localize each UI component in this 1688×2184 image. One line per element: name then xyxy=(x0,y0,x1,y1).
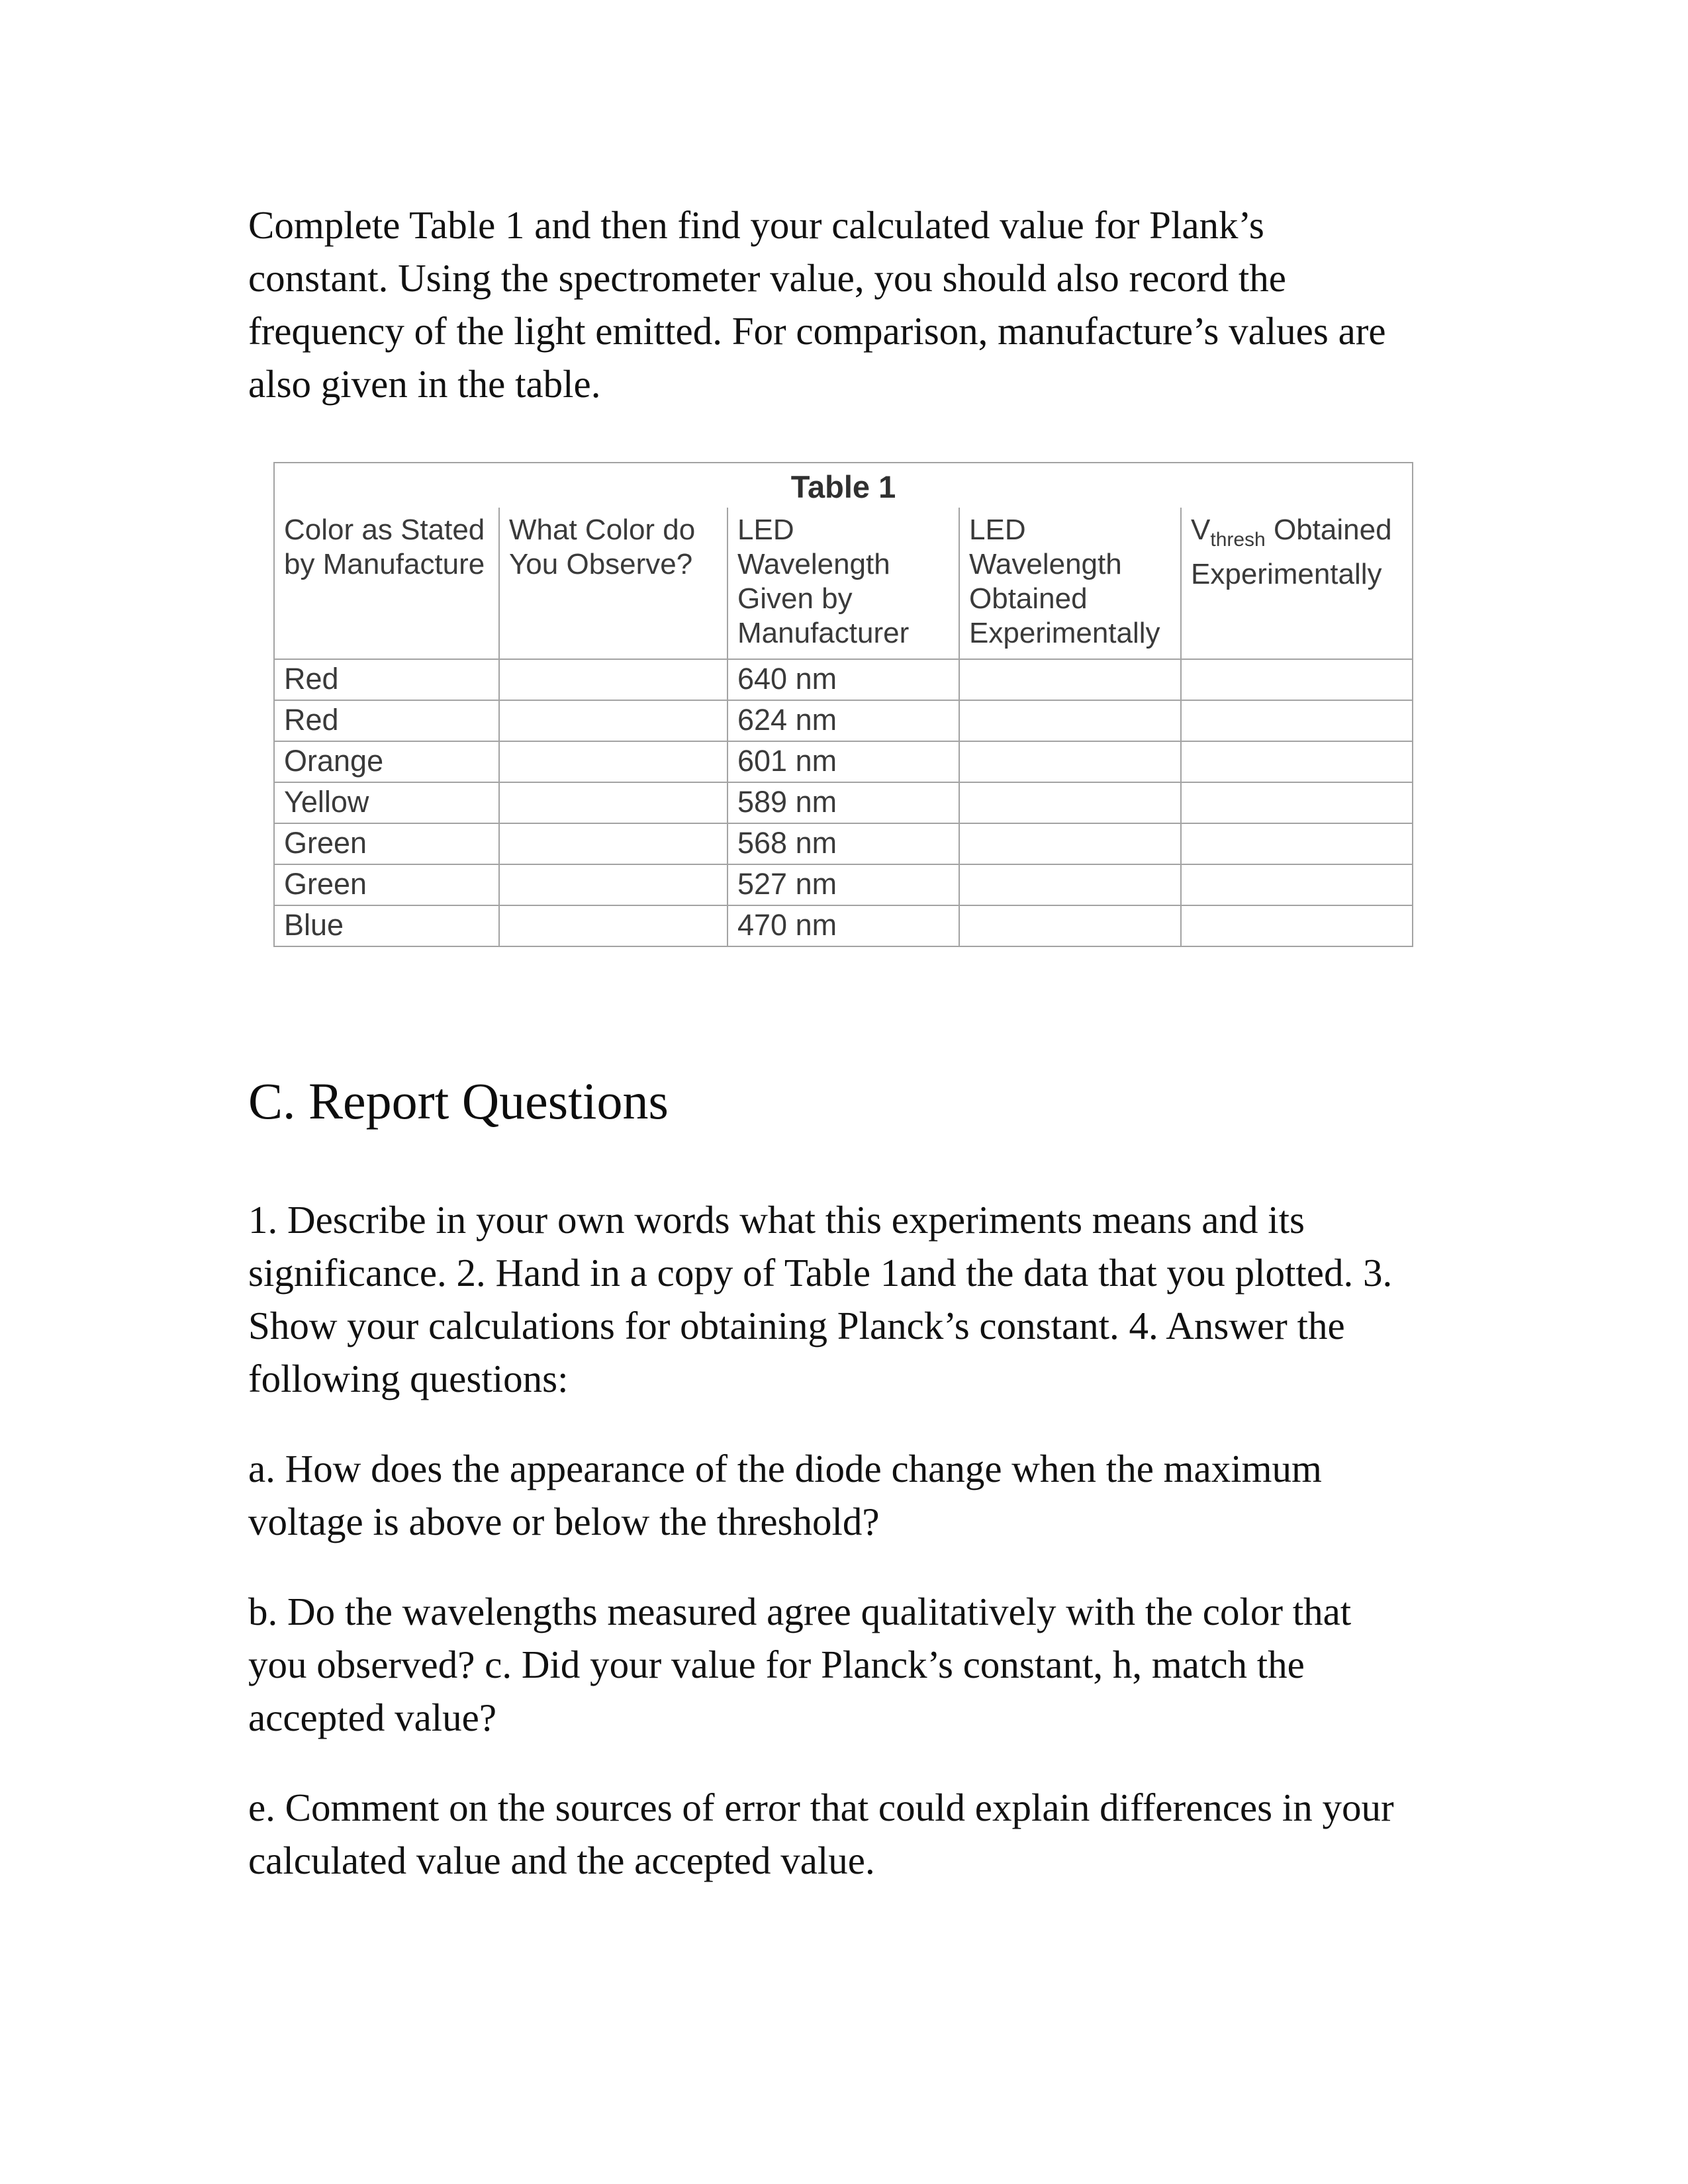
cell-wavelength-obtained xyxy=(959,741,1181,782)
column-header-vthresh xyxy=(1181,508,1413,659)
question-e-paragraph: e. Comment on the sources of error that could explain differences in your calculated value and the accepted value. xyxy=(248,1785,1394,1882)
cell-vthresh xyxy=(1181,741,1413,782)
column-header-wavelength-given: LED Wavelength Given by Manufacturer xyxy=(727,508,959,659)
cell-wavelength-obtained xyxy=(959,905,1181,946)
report-questions-list-paragraph: 1. Describe in your own words what this experiments means and its significance. 2. Hand in a copy of Table 1and the data that you plotted. 3. Show your calculations for obtaining Planck’s constant. 4. Answer the following questions: xyxy=(248,1197,1393,1400)
cell-color-observed xyxy=(499,741,727,782)
question-b-c-paragraph: b. Do the wavelengths measured agree qualitatively with the color that you observed? c. Did your value for Planck’s constant, h, match the accepted value? xyxy=(248,1589,1352,1739)
cell-vthresh xyxy=(1181,659,1413,700)
question-a-paragraph: a. How does the appearance of the diode change when the maximum voltage is above or below the threshold? xyxy=(248,1446,1322,1543)
cell-color-observed xyxy=(499,905,727,946)
table-row xyxy=(274,659,1413,700)
section-heading: C. Report Questions xyxy=(248,1072,669,1130)
table-row xyxy=(274,823,1413,864)
cell-wavelength-obtained xyxy=(959,864,1181,905)
cell-wavelength-given: 568 nm xyxy=(727,823,959,864)
cell-color-stated: Green xyxy=(274,864,499,905)
cell-wavelength-given: 589 nm xyxy=(727,782,959,823)
cell-color-observed xyxy=(499,864,727,905)
cell-color-observed xyxy=(499,659,727,700)
cell-wavelength-given: 527 nm xyxy=(727,864,959,905)
table-row xyxy=(274,700,1413,741)
vthresh-prefix: V xyxy=(1191,514,1211,546)
vthresh-rest: Obtained Experimentally xyxy=(1191,514,1392,590)
table-header-row xyxy=(274,508,1413,659)
column-header-color-observed: What Color do You Observe? xyxy=(499,508,727,659)
table-row xyxy=(274,905,1413,946)
cell-wavelength-obtained xyxy=(959,782,1181,823)
vthresh-subscript: thresh xyxy=(1210,528,1266,551)
cell-color-stated: Red xyxy=(274,659,499,700)
cell-color-observed xyxy=(499,782,727,823)
cell-wavelength-given: 624 nm xyxy=(727,700,959,741)
table-title: Table 1 xyxy=(274,463,1413,508)
cell-wavelength-obtained xyxy=(959,659,1181,700)
cell-vthresh xyxy=(1181,905,1413,946)
column-header-wavelength-obtained: LED Wavelength Obtained Experimentally xyxy=(959,508,1181,659)
cell-vthresh xyxy=(1181,700,1413,741)
cell-color-stated: Blue xyxy=(274,905,499,946)
column-header-color-stated: Color as Stated by Manufacture xyxy=(274,508,499,659)
cell-color-observed xyxy=(499,700,727,741)
table-row xyxy=(274,741,1413,782)
table-row xyxy=(274,782,1413,823)
cell-vthresh xyxy=(1181,782,1413,823)
cell-color-stated: Green xyxy=(274,823,499,864)
intro-paragraph: Complete Table 1 and then find your calculated value for Plank’s constant. Using the spectrometer value, you should also record the frequency of the light emitted. For comparison, manufacture’s values are also given in the table. xyxy=(248,203,1386,406)
cell-color-observed xyxy=(499,823,727,864)
cell-wavelength-given: 640 nm xyxy=(727,659,959,700)
table-row xyxy=(274,864,1413,905)
table-title-row xyxy=(274,463,1413,508)
cell-color-stated: Yellow xyxy=(274,782,499,823)
cell-wavelength-obtained xyxy=(959,823,1181,864)
cell-wavelength-given: 601 nm xyxy=(727,741,959,782)
cell-wavelength-given: 470 nm xyxy=(727,905,959,946)
cell-color-stated: Red xyxy=(274,700,499,741)
cell-vthresh xyxy=(1181,864,1413,905)
cell-wavelength-obtained xyxy=(959,700,1181,741)
cell-vthresh xyxy=(1181,823,1413,864)
table-1 xyxy=(273,462,1413,947)
cell-color-stated: Orange xyxy=(274,741,499,782)
